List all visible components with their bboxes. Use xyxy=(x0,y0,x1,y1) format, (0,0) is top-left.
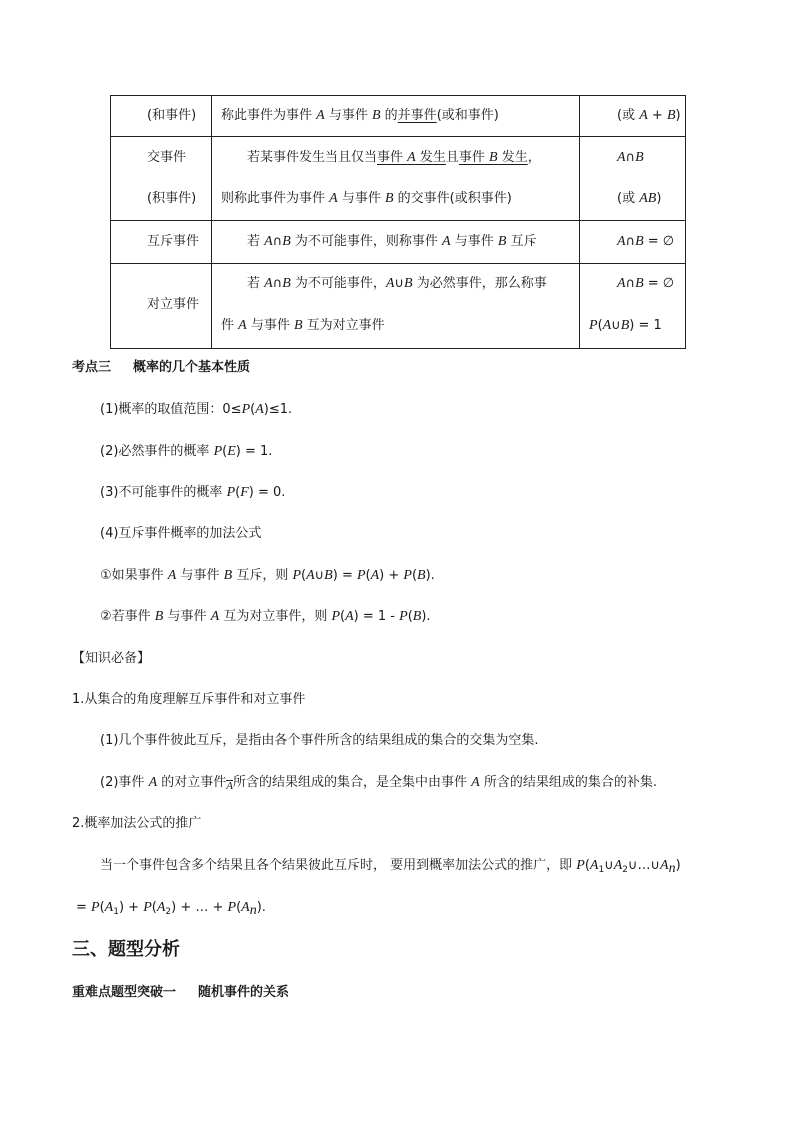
row-definition: 则称此事件为事件 A 与事件 B 的交事件(或积事件) xyxy=(221,191,512,206)
table-col-divider xyxy=(211,96,212,348)
row-name: 对立事件 xyxy=(147,297,200,312)
property-2: (2)必然事件的概率 P(E) = 1. xyxy=(100,444,273,459)
row-definition: 若 A∩B 为不可能事件，A∪B 为必然事件，那么称事 xyxy=(247,276,547,291)
row-symbol: (或 AB) xyxy=(617,191,662,206)
row-definition: 件 A 与事件 B 互为对立事件 xyxy=(221,318,385,333)
row-symbol: P(A∪B) = 1 xyxy=(589,318,662,333)
knowledge-item-text: (2)事件 A 的对立事件A所含的结果组成的集合，是全集中由事件 A 所含的结果组成的集合的补集. xyxy=(100,775,657,792)
row-definition: 称此事件为事件 A 与事件 B 的并事件(或和事件) xyxy=(221,108,499,123)
property-4-rule-2: ②若事件 B 与事件 A 互为对立事件，则 P(A) = 1 - P(B). xyxy=(100,609,431,624)
row-name: (和事件) xyxy=(147,108,197,123)
property-3: (3)不可能事件的概率 P(F) = 0. xyxy=(100,485,286,500)
table-row-divider xyxy=(111,263,685,264)
property-1: (1)概率的取值范围：0≤P(A)≤1. xyxy=(100,402,293,417)
row-name: (积事件) xyxy=(147,191,197,206)
row-symbol: A∩B xyxy=(617,150,644,165)
row-name: 互斥事件 xyxy=(147,234,200,249)
table-row-divider xyxy=(111,136,685,137)
row-definition: 若某事件发生当且仅当事件 A 发生且事件 B 发生， xyxy=(247,150,541,165)
row-name: 交事件 xyxy=(147,150,187,165)
complement-a: A xyxy=(226,780,233,792)
knowledge-heading: 【知识必备】 xyxy=(72,651,151,666)
property-4: (4)互斥事件概率的加法公式 xyxy=(100,526,262,541)
knowledge-item-text: 当一个事件包含多个结果且各个结果彼此互斥时， 要用到概率加法公式的推广，即 $P(A_1\cup A_2\cup\dots\cup A_n)$ xyxy=(100,858,681,876)
event-relations-table xyxy=(110,95,686,349)
property-4-rule-1: ①如果事件 A 与事件 B 互斥，则 P(A∪B) = P(A) + P(B). xyxy=(100,568,435,583)
knowledge-item-text: (1)几个事件彼此互斥，是指由各个事件所含的结果组成的集合的交集为空集. xyxy=(100,733,539,748)
knowledge-item-title: 1.从集合的角度理解互斥事件和对立事件 xyxy=(72,692,306,707)
knowledge-item-title: 2.概率加法公式的推广 xyxy=(72,816,202,831)
row-symbol: A∩B = ∅ xyxy=(617,234,675,249)
knowledge-item-text: = $P(A_1) + P(A_2)$ + … + $P(A_n)$. xyxy=(76,900,266,918)
table-row-divider xyxy=(111,220,685,221)
section-heading: 考点三 概率的几个基本性质 xyxy=(72,360,251,375)
subsection-heading: 重难点题型突破一 随机事件的关系 xyxy=(72,985,290,1000)
table-col-divider xyxy=(579,96,580,348)
section-title: 三、题型分析 xyxy=(72,939,180,960)
row-symbol: A∩B = ∅ xyxy=(617,276,675,291)
row-symbol: (或 A + B) xyxy=(617,108,681,123)
row-definition: 若 A∩B 为不可能事件，则称事件 A 与事件 B 互斥 xyxy=(247,234,537,249)
